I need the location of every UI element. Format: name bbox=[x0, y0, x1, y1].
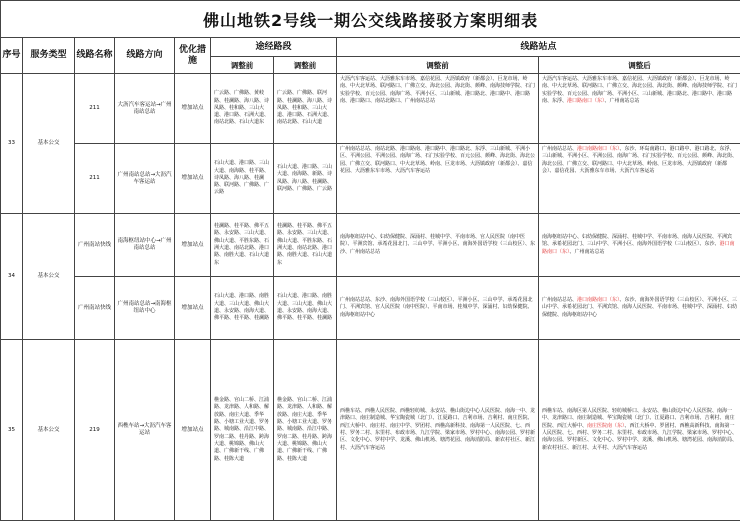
added-stop-highlight: 南庄医院南（东） bbox=[587, 422, 625, 429]
roads-after-cell: 石山大道、港口路、三山大道、南海路、新路、诗凤路、海八路、桂澜路、联河路、广佛路、广云路 bbox=[274, 144, 337, 214]
header-service-type: 服务类型 bbox=[23, 38, 75, 74]
roads-after-cell: 广云路、广佛路、联河路、桂澜路、海八路、诗凤路、桂和路、三山大道、港口路、石洲大道、南站北路、石山大道 bbox=[274, 74, 337, 144]
measure-cell: 增加站点 bbox=[175, 74, 211, 144]
roads-after-cell: 桂澜路、桂平路、佛平五路、永安路、三山大道、佛山大道、平胜东路、石洲大道、南站北路、港口路、南胜大道、石山大道东 bbox=[274, 214, 337, 277]
added-stop-highlight: 港口南路南口（东） bbox=[577, 297, 620, 304]
measure-cell: 增加站点 bbox=[175, 144, 211, 214]
table-row bbox=[1, 74, 740, 144]
service-type-cell: 基本公交 bbox=[23, 214, 75, 340]
header-stops-before: 调整前 bbox=[337, 57, 539, 74]
header-measure: 优化措施 bbox=[175, 38, 211, 74]
stops-text: 、广州南站总站 bbox=[604, 97, 640, 104]
stops-before-cell: 广州南站总站、南站北路、港口路南、港口路中、港口路北、东浮、三山新城、平洲小区、平洲公园、平洲公园、南海广场、石门实验学校、百元公园、颜峰、海北街、海北公园、广佛立交、联河路口、中大北草场、岭南、巨龙市场、大沥镇政府（新都会）、嘉信花园、大沥雅东车市场、大沥汽车客运站 bbox=[337, 144, 539, 214]
measure-cell: 增加站点 bbox=[175, 340, 211, 521]
roads-before-cell: 石山大道、港口路、三山大道、南海路、桂平路、诗凤路、海八路、桂澜路、联河路、广佛路、广云路 bbox=[211, 144, 274, 214]
route-cell: 广州南站快线 bbox=[75, 277, 115, 340]
header-stops: 线路站点 bbox=[337, 38, 740, 57]
header-roads-after: 调整前 bbox=[274, 57, 337, 74]
added-stop-highlight: 港口路南口（东） bbox=[567, 97, 605, 104]
stops-text: 南海枢纽站中心、妇幼保健院、深涌村、桂城中学、平南市场、南海人民医院、平洲宾馆、承希花园北门、三山中学、平洲小区、南海外国语学校（三山校区）、东沙、 bbox=[542, 234, 733, 248]
page-title: 佛山地铁2号线一期公交线路接驳方案明细表 bbox=[1, 1, 740, 38]
direction-cell: 广州南站总站→大沥汽车客运站 bbox=[115, 144, 175, 214]
header-roads-before: 调整前 bbox=[211, 57, 274, 74]
stops-text: 大沥汽车客运站、大沥雅东车市场、嘉信花园、大沥镇政府（新都会）、巨龙市场、岭南、中大北草场、联河路口、广佛立交、海北公园、海北街、颜峰、南海技师学院、石门实验学校、百元公园、南海广场、平洲小区、三山新城、港口路北、港口路中、港口路南、东浮、 bbox=[542, 76, 738, 104]
stops-after-cell bbox=[539, 144, 740, 214]
stops-before-cell: 大沥汽车客运站、大沥雅东车市场、嘉信花园、大沥镇政府（新都会）、巨龙市场、岭南、中大北草场、联河路口、广佛立交、海北公园、海北街、颜峰、南海技师学院、石门实验学校、百元公园、南海广场、平洲小区、三山新城、港口路北、港口路中、港口路南、港口路口、南站北路口、广州南站总站 bbox=[337, 74, 539, 144]
route-cell: 211 bbox=[75, 74, 115, 144]
route-cell: 广州南站快线 bbox=[75, 214, 115, 277]
route-cell: 211 bbox=[75, 144, 115, 214]
added-stop-highlight: 港口南路南口（东） bbox=[542, 241, 735, 255]
stops-after-cell bbox=[539, 214, 740, 277]
stops-text: 广州南站总站、 bbox=[542, 297, 578, 304]
stops-before-cell: 广州南站总站、东沙、南海外国语学校（三山校区）、平洲小区、三山中学、承希花园北门、平洲宾馆、官人民医院（南中医院）、平南市场、桂城中学、深涌村、妇幼保健院、南海枢纽站中心 bbox=[337, 277, 539, 340]
roads-before-cell: 桂澜路、桂平路、佛平五路、永安路、三山大道、佛山大道、平胜东路、石洲大道、南站北路、港口路、南胜大道、石山大道东 bbox=[211, 214, 274, 277]
seq-cell: 35 bbox=[1, 340, 23, 521]
added-stop-highlight: 港口南路南口（东） bbox=[577, 146, 620, 152]
direction-cell: 广州南站总站→南海枢纽站中心 bbox=[115, 277, 175, 340]
table-row bbox=[1, 277, 740, 340]
roads-after-cell: 樵金路、官山二桥、江浦路、龙津路、人和路、解放路、南庄大道、季华路、小塘工业大道、罗务路、城南路、沿江中路、罗南二路、桂丹路、跨海大道、桃锦路、佛山大道、广佛新干线、广佛路、桂陈大道 bbox=[274, 340, 337, 521]
seq-cell: 34 bbox=[1, 214, 23, 340]
stops-after-cell bbox=[539, 277, 740, 340]
roads-before-cell: 广云路、广佛路、黄岐路、桂澜路、海八路、诗凤路、桂和路、三山大道、港口路、石洲大道、南站北路、石山大道东 bbox=[211, 74, 274, 144]
header-via-roads: 途经路段 bbox=[211, 38, 337, 57]
stops-before-cell: 西樵车站、西樵人民医院、西樵轻纺城、永安站、樵山街边中心人民医院、南海一中、龙津路口、南庄制造城、华宝陶瓷城（北门）、江夏路口、吉利市场、吉利村、南庄医院、西江大桥中、南庄村、南庄中学、罗团村、西樵高新科技、南海第一人民医院、七、西村、罗务二村、东里村、布政市场、九江学院、梁家市场、罗村中心、南海公园、罗村新区、文化中心、罗村中学、龙溪、佛山机场、塘湾花园、南海消防局、新农村社区、新江村、大沥汽车客运站 bbox=[337, 340, 539, 521]
stops-text: 、东沙、环岛南路口、港口路中、港口路北、东浮、三山新城、平洲小区、平洲公园、南海广场、石门实验学校、百元公园、颜峰、海北街、海北公园、广佛立交、联河路口、中大北草场、岭南、巨龙市场、大沥镇政府（新都会）、嘉信花园、大沥雅东车市场、大沥汽车客运站 bbox=[542, 146, 738, 174]
table-row bbox=[1, 340, 740, 521]
header-seq: 序号 bbox=[1, 38, 23, 74]
measure-cell: 增加站点 bbox=[175, 277, 211, 340]
direction-cell: 西樵车站→大沥汽车客运站 bbox=[115, 340, 175, 521]
header-direction: 线路方向 bbox=[115, 38, 175, 74]
roads-before-cell: 石山大道、港口路、南胜大道、三山大道、佛山大道、永安路、南海大道、佛平路、桂平路、桂澜路 bbox=[211, 277, 274, 340]
header-route-name: 线路名称 bbox=[75, 38, 115, 74]
stops-after-cell bbox=[539, 74, 740, 144]
table-row bbox=[1, 214, 740, 277]
stops-before-cell: 南海枢纽站中心、妇幼保健院、深涌村、桂城中学、平南市场、官人民医院（南中医院）、平洲宾馆、承希花园北门、三山中学、平洲小区、南海外国语学校（三山校区）、东沙、广州南站总站 bbox=[337, 214, 539, 277]
roads-after-cell: 石山大道、港口路、南胜大道、三山大道、佛山大道、永安路、南海大道、佛平路、桂平路、桂澜路 bbox=[274, 277, 337, 340]
service-type-cell: 基本公交 bbox=[23, 74, 75, 214]
route-cell: 219 bbox=[75, 340, 115, 521]
stops-text: 广州南站总站、 bbox=[542, 146, 578, 152]
stops-text: 西樵车站、南海区第人民医院、轻纺城桥口、永安站、樵山街边中心人民医院、南海一中、龙津路口、南庄制造城、华宝陶瓷城（北门）、江夏路口、吉利市场、吉利村、南庄医院、西江大桥中、 bbox=[542, 408, 735, 429]
stops-after-cell bbox=[539, 340, 740, 521]
table-row bbox=[1, 144, 740, 214]
stops-text: 、东沙、南海外国语学校（三山校区）、平洲小区、三山中学、承希花园北门、平洲宾馆、南海人民医院、平南市场、桂城中学、深涌村、妇幼保健院、南海枢纽站中心 bbox=[542, 297, 738, 318]
roads-before-cell: 樵金路、官山二桥、江浦路、龙津路、人和路、解放路、南庄大道、季华路、小塘工业大道、罗务路、城南路、沿江中路、罗南二路、桂丹路、跨海大道、桃锦路、佛山大道、广佛新干线、广佛路、桂陈大道 bbox=[211, 340, 274, 521]
direction-cell: 大沥汽车客运站→广州南站总站 bbox=[115, 74, 175, 144]
direction-cell: 南海枢纽站中心→广州南站总站 bbox=[115, 214, 175, 277]
header-stops-after: 调整后 bbox=[539, 57, 740, 74]
stops-text: 、西江大桥中、罗团村、西樵高新科技、南海第一人民医院、七、西村、罗务二村、东里村、布政市场、九江学院、梁家市场、罗村中心、南海公园、罗村新区、文化中心、罗村中学、龙溪、佛山机场、塘湾花园、南海消防局、新农村社区、新江村、太平村、大沥汽车客运站 bbox=[542, 422, 738, 451]
service-type-cell: 基本公交 bbox=[23, 340, 75, 521]
measure-cell: 增加站点 bbox=[175, 214, 211, 277]
seq-cell: 33 bbox=[1, 74, 23, 214]
stops-text: 、广州南站总站 bbox=[569, 248, 605, 255]
